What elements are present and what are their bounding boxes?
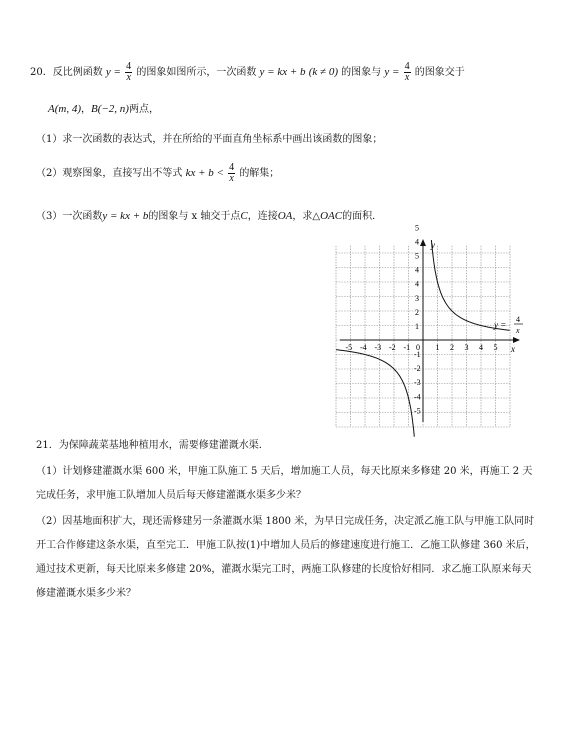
origin-label: 0 bbox=[416, 343, 420, 352]
q20-p3-e: OA bbox=[277, 210, 293, 222]
q20-y-eq: y = bbox=[105, 66, 121, 78]
q20-fraction: $\frac{4}{x}$ bbox=[126, 61, 132, 83]
q21-title: 21．为保障蔬菜基地种植用水，需要修建灌溉水渠． bbox=[36, 440, 269, 451]
q20-point-a: A(m, 4) bbox=[48, 103, 81, 115]
q20-p3-h: 的面积． bbox=[342, 211, 383, 222]
hyperbola-branch-q3 bbox=[336, 350, 414, 437]
curve-label-num: 4 bbox=[516, 315, 520, 324]
q20-p2-a: （2）观察图象，直接写出不等式 bbox=[36, 168, 183, 179]
x-tick-label: 1 bbox=[435, 343, 440, 352]
q20-p3-linear: y = kx + b bbox=[102, 210, 149, 222]
q20-p3-f: ，求△ bbox=[292, 211, 321, 222]
q20-p2-expr: kx + b < bbox=[185, 167, 224, 179]
x-axis-arrow bbox=[513, 337, 520, 343]
x-tick-label: 2 bbox=[450, 343, 454, 352]
q21-part1: （1）计划修建灌溉水渠 600 米，甲施工队施工 5 天后，增加施工人员，每天比原来多修建 20 米，再施工 2 天完成任务，求甲施工队增加人员后每天修建灌溉水渠多少米？ bbox=[36, 466, 533, 501]
y-tick-label: 5 bbox=[415, 251, 419, 261]
q20-part3 bbox=[36, 210, 382, 223]
q20-cond: (k ≠ 0) bbox=[308, 66, 338, 78]
q20-p3-d: ，连接 bbox=[247, 211, 278, 222]
y-tick-labels bbox=[414, 223, 421, 415]
x-tick-label: -1 bbox=[403, 343, 411, 352]
x-tick-label: -3 bbox=[374, 343, 382, 352]
q20-p3-c: C bbox=[240, 210, 248, 222]
curve-label-y: y = bbox=[494, 320, 507, 330]
q20-p2-b: 的解集； bbox=[239, 168, 280, 179]
q20-number: 20． bbox=[30, 67, 53, 78]
y-tick-label: 4 bbox=[415, 279, 419, 289]
q20-intro-e: 两点， bbox=[128, 104, 159, 115]
q20-part1: （1）求一次函数的表达式，并在所给的平面直角坐标系中画出该函数的图象； bbox=[36, 134, 383, 145]
q20-part2 bbox=[36, 163, 279, 184]
q20-p2-fraction: $\frac{4}{x}$ bbox=[229, 162, 235, 184]
q20-intro-b: 的图象如图所示，一次函数 bbox=[136, 67, 257, 78]
y-tick-label: -3 bbox=[414, 378, 421, 388]
q20-line2 bbox=[48, 103, 159, 116]
coordinate-graph bbox=[330, 223, 530, 426]
y-tick-label: -2 bbox=[414, 364, 421, 374]
y-tick-label: 5 bbox=[415, 223, 419, 233]
q20-sep: ， bbox=[81, 104, 91, 115]
q20-linear: y = kx + b bbox=[259, 66, 306, 78]
y-tick-label: -1 bbox=[414, 350, 421, 360]
q20-p3-g: OAC bbox=[320, 210, 343, 222]
x-tick-label: -5 bbox=[345, 343, 353, 352]
x-tick-label: -4 bbox=[360, 343, 367, 352]
q21-part2: （2）因基地面积扩大，现还需修建另一条灌溉水渠 1800 米，为早日完成任务，决定派乙施工队与甲施工队同时开工合作修建这条水渠，直至完工．甲施工队按(1)中增加人员后的修建速度进行施工．乙施工队修建 360 米后，通过技术更新，每天比原来多修建 20%，灌溉水渠完工时，两施工队修建的长度恰好相同．求乙施工队原来每天修建灌溉水渠多少米？ bbox=[36, 516, 536, 599]
y-tick-label: -5 bbox=[414, 406, 421, 416]
q20-point-b: B(−2, n) bbox=[91, 103, 129, 115]
y-tick-label: 3 bbox=[415, 293, 419, 303]
q20-fraction-2: $\frac{4}{x}$ bbox=[404, 61, 410, 83]
y-tick-label: 1 bbox=[415, 321, 419, 331]
y-tick-label: 2 bbox=[415, 307, 419, 317]
q20-intro-a: 反比例函数 bbox=[52, 67, 103, 78]
x-tick-label: -2 bbox=[389, 343, 396, 352]
q20-p3-a: （3）一次函数 bbox=[36, 211, 103, 222]
y-tick-label: -4 bbox=[414, 392, 421, 402]
hyperbola-branch-q1 bbox=[431, 240, 509, 330]
y-axis-label: y bbox=[431, 240, 435, 250]
q20-intro-d: 的图象交于 bbox=[414, 67, 465, 78]
x-tick-label: 5 bbox=[493, 343, 498, 352]
curve-label-den: x bbox=[516, 326, 520, 335]
q20-y-eq-2: y = bbox=[384, 66, 400, 78]
y-tick-label: 4 bbox=[415, 237, 419, 247]
x-axis-label: x bbox=[511, 344, 515, 354]
q20-line1 bbox=[30, 62, 465, 83]
q20-p3-b: 的图象与 x 轴交于点 bbox=[148, 211, 241, 222]
y-axis-arrow bbox=[420, 239, 426, 246]
y-tick-label: 4 bbox=[415, 265, 419, 275]
x-tick-label: 4 bbox=[479, 343, 483, 352]
q20-intro-c: 的图象与 bbox=[341, 67, 382, 78]
x-tick-labels bbox=[346, 343, 498, 352]
x-tick-label: 3 bbox=[464, 343, 469, 352]
